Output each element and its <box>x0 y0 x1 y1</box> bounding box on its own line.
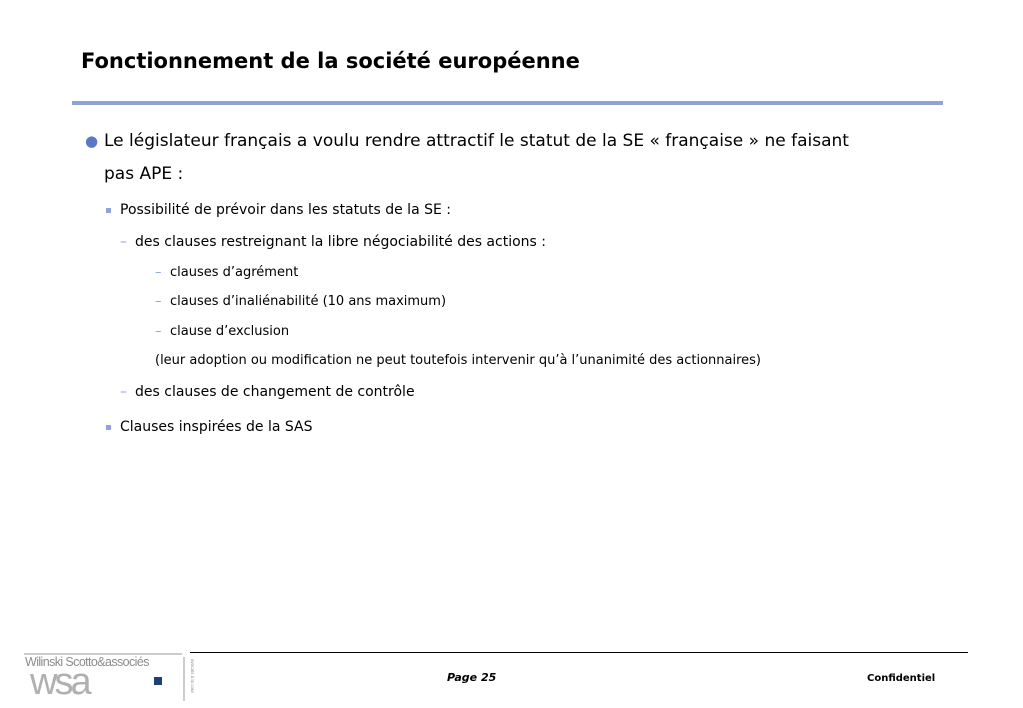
bullet-l4-item: clauses d’inaliénabilité (10 ans maximum) <box>170 294 447 309</box>
page-number: Page 25 <box>447 671 497 684</box>
dash-bullet-icon: – <box>120 234 127 250</box>
bullet-l2-statuts: Possibilité de prévoir dans les statuts de la SE : <box>120 202 451 218</box>
note-unanimite: (leur adoption ou modification ne peut toutefois intervenir qu’à l’unanimité des actionnaires) <box>155 353 761 368</box>
title-divider <box>72 101 943 105</box>
square-bullet-icon <box>106 208 111 213</box>
dash-bullet-icon: – <box>155 294 162 309</box>
bullet-l3-clauses-restreignant: des clauses restreignant la libre négociabilité des actions : <box>135 234 546 250</box>
wsa-logo-icon <box>24 651 199 703</box>
logo-vertical-text: avocats à la cour <box>190 659 195 694</box>
bullet-l2-sas: Clauses inspirées de la SAS <box>120 419 313 435</box>
dash-bullet-icon: – <box>120 384 127 400</box>
footer-divider <box>190 652 968 653</box>
square-bullet-icon <box>106 425 111 430</box>
bullet-l1-line1: Le législateur français a voulu rendre attractif le statut de la SE « française » ne faisant <box>104 131 849 151</box>
dash-bullet-icon: – <box>155 265 162 280</box>
bullet-l3-changement-controle: des clauses de changement de contrôle <box>135 384 415 400</box>
round-bullet-icon: ● <box>85 132 99 150</box>
dash-bullet-icon: – <box>155 324 162 339</box>
logo-firm-name: Wilinski Scotto&associés <box>25 655 149 669</box>
logo-mark: wsa <box>30 661 89 703</box>
bullet-l1-line2: pas APE : <box>104 164 184 184</box>
confidential-label: Confidentiel <box>867 673 936 684</box>
slide-title: Fonctionnement de la société européenne <box>81 49 580 73</box>
bullet-l4-item: clause d’exclusion <box>170 324 290 339</box>
bullet-l4-item: clauses d’agrément <box>170 265 299 280</box>
